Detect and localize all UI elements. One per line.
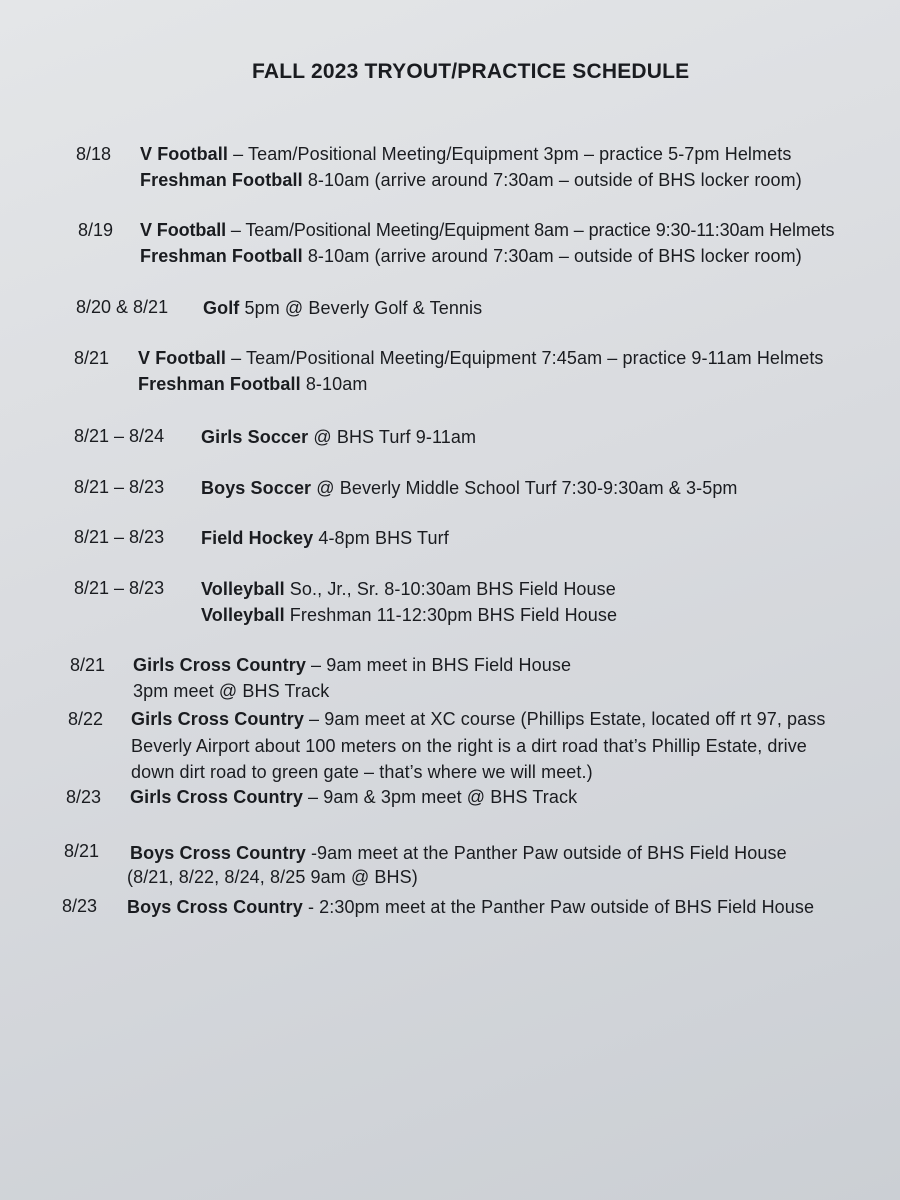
entry-line bbox=[131, 761, 593, 783]
entry-line bbox=[131, 735, 807, 757]
entry-line bbox=[133, 654, 571, 676]
sport-name: Boys Soccer bbox=[201, 478, 312, 498]
sport-name: Golf bbox=[203, 298, 240, 318]
entry-date: 8/21 bbox=[64, 841, 100, 861]
entry-line bbox=[133, 680, 329, 702]
sport-name: Freshman Football bbox=[140, 246, 303, 266]
entry-detail: – Team/Positional Meeting/Equipment 8am – practice 9:30-11:30am Helmets bbox=[226, 220, 835, 240]
sport-name: Volleyball bbox=[201, 605, 285, 625]
sport-name: Boys Cross Country bbox=[130, 843, 306, 863]
entry-detail: 8-10am (arrive around 7:30am – outside of BHS locker room) bbox=[302, 170, 802, 190]
entry-detail: – 9am & 3pm meet @ BHS Track bbox=[302, 787, 578, 807]
entry-line bbox=[140, 245, 802, 267]
entry-detail: -9am meet at the Panther Paw outside of BHS Field House bbox=[305, 843, 787, 863]
entry-line bbox=[140, 143, 791, 165]
entry-detail: So., Jr., Sr. 8-10:30am BHS Field House bbox=[284, 579, 616, 599]
sport-name: Boys Cross Country bbox=[127, 897, 303, 917]
entry-detail: down dirt road to green gate – that’s where we will meet.) bbox=[131, 762, 593, 782]
entry-detail: – Team/Positional Meeting/Equipment 3pm – practice 5-7pm Helmets bbox=[228, 144, 792, 164]
entry-date: 8/21 – 8/23 bbox=[74, 477, 165, 497]
sport-name: Girls Cross Country bbox=[133, 655, 306, 675]
entry-detail: – 9am meet in BHS Field House bbox=[305, 655, 572, 675]
sport-name: Girls Cross Country bbox=[131, 709, 304, 729]
entry-detail: - 2:30pm meet at the Panther Paw outside of BHS Field House bbox=[302, 897, 815, 917]
sport-name: Girls Soccer bbox=[201, 427, 309, 447]
entry-detail: 4-8pm BHS Turf bbox=[313, 528, 449, 548]
entry-line bbox=[138, 347, 824, 369]
sport-name: V Football bbox=[138, 348, 226, 368]
entry-date: 8/23 bbox=[62, 896, 98, 916]
entry-line bbox=[127, 896, 814, 918]
entry-detail: 3pm meet @ BHS Track bbox=[133, 681, 330, 701]
entry-date: 8/20 & 8/21 bbox=[76, 297, 169, 317]
sport-name: Volleyball bbox=[201, 579, 285, 599]
entry-line bbox=[201, 578, 616, 600]
entry-line bbox=[201, 426, 476, 448]
sport-name: Girls Cross Country bbox=[130, 787, 303, 807]
sport-name: Freshman Football bbox=[138, 374, 301, 394]
entry-detail: (8/21, 8/22, 8/24, 8/25 9am @ BHS) bbox=[127, 867, 418, 887]
entry-line bbox=[201, 477, 738, 499]
entry-line bbox=[130, 786, 577, 808]
entry-line bbox=[130, 842, 787, 864]
entry-date: 8/21 – 8/24 bbox=[74, 426, 165, 446]
sport-name: Field Hockey bbox=[201, 528, 314, 548]
entry-line bbox=[140, 169, 802, 191]
entry-detail: Beverly Airport about 100 meters on the right is a dirt road that’s Phillip Estate, drive bbox=[131, 736, 807, 756]
entry-detail: @ Beverly Middle School Turf 7:30-9:30am & 3-5pm bbox=[311, 478, 738, 498]
entry-line bbox=[138, 373, 367, 395]
entry-date: 8/19 bbox=[78, 220, 114, 240]
entry-date: 8/22 bbox=[68, 709, 104, 729]
entry-date: 8/21 – 8/23 bbox=[74, 578, 165, 598]
entry-detail: – Team/Positional Meeting/Equipment 7:45am – practice 9-11am Helmets bbox=[226, 348, 824, 368]
entry-date: 8/18 bbox=[76, 144, 112, 164]
page-title: FALL 2023 TRYOUT/PRACTICE SCHEDULE bbox=[252, 60, 690, 83]
entry-line bbox=[140, 219, 834, 241]
entry-date: 8/21 bbox=[70, 655, 106, 675]
sport-name: V Football bbox=[140, 220, 226, 240]
entry-date: 8/21 – 8/23 bbox=[74, 527, 165, 547]
entry-detail: 8-10am bbox=[300, 374, 368, 394]
entry-line bbox=[201, 604, 617, 626]
entry-date: 8/21 bbox=[74, 348, 110, 368]
entry-detail: 8-10am (arrive around 7:30am – outside of BHS locker room) bbox=[302, 246, 802, 266]
entry-detail: 5pm @ Beverly Golf & Tennis bbox=[239, 298, 483, 318]
sport-name: Freshman Football bbox=[140, 170, 303, 190]
entry-detail: @ BHS Turf 9-11am bbox=[308, 427, 477, 447]
entry-date: 8/23 bbox=[66, 787, 102, 807]
entry-line bbox=[201, 527, 449, 549]
entry-detail: Freshman 11-12:30pm BHS Field House bbox=[284, 605, 618, 625]
sport-name: V Football bbox=[140, 144, 228, 164]
entry-line bbox=[131, 708, 825, 730]
entry-detail: – 9am meet at XC course (Phillips Estate, located off rt 97, pass bbox=[303, 709, 826, 729]
entry-line bbox=[127, 866, 418, 888]
entry-line bbox=[203, 297, 482, 319]
